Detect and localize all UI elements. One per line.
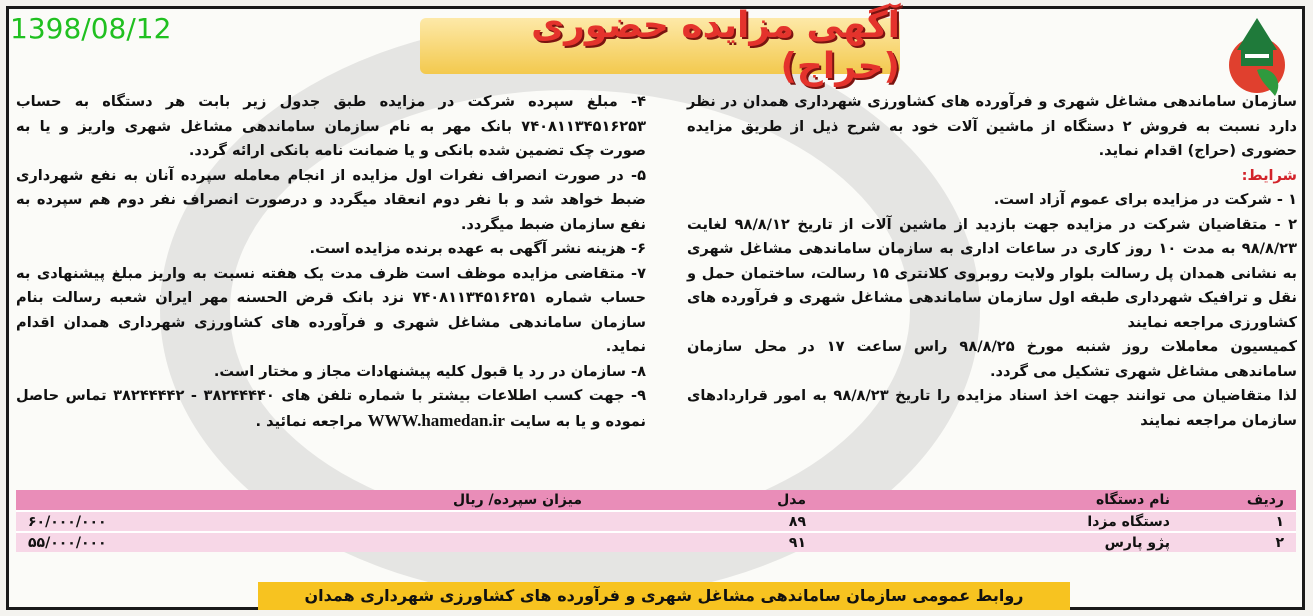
table-header-row [16, 490, 1296, 511]
condition-item: ۱ - شرکت در مزایده برای عموم آزاد است. [993, 191, 1297, 208]
date-stamp: 1398/08/12 [10, 12, 172, 45]
condition-item: ۲ - متقاضیان شرکت در مزایده جهت بازدید از ماشین آلات از تاریخ ۹۸/۸/۱۲ لغایت ۹۸/۸/۲۳ به مدت ۱۰ روز کاری در ساعات اداری به سازمان ساماندهی مشاغل شهری به نشانی همدان پل رسالت بلوار ولایت روبروی کلانتری ۱۵ رسالت، ساختمان حمل و نقل و ترافیک شهرداری طبقه اول سازمان ساماندهی مشاغل شهری و فرآورده های کشاورزی مراجعه نمایند [687, 215, 1297, 331]
header-deposit: میزان سپرده/ ریال [16, 490, 594, 511]
cell-model: ۹۱ [594, 532, 818, 552]
conditions-column [16, 90, 646, 434]
conditions-title: شرایط: [1241, 166, 1297, 184]
cell-model: ۸۹ [594, 511, 818, 532]
condition-item: ۵- در صورت انصراف نفرات اول مزایده از انجام معامله سپرده آنان به نفع شهرداری ضبط خواهد شد و با نفر دوم انعقاد میگردد و درصورت انصراف نفر دوم هم سپرده به نفع سازمان ضبط میگردد. [16, 166, 646, 233]
cell-row-number: ۱ [1182, 511, 1296, 532]
website-suffix: مراجعه نمائید . [255, 412, 363, 430]
intro-column [687, 90, 1297, 433]
municipality-logo-icon [1215, 10, 1299, 100]
header-device-name: نام دستگاه [818, 490, 1182, 511]
ad-title: آگهی مزایده حضوری (حراج) [420, 18, 900, 74]
header-model: مدل [594, 490, 818, 511]
intro-text: سازمان ساماندهی مشاغل شهری و فرآورده های کشاورزی شهرداری همدان در نظر دارد نسبت به فروش ۲ دستگاه از ماشین آلات خود به شرح ذیل از طریق مزایده حضوری (حراج) اقدام نماید. [687, 93, 1297, 159]
cell-deposit: ۶۰/۰۰۰/۰۰۰ [16, 511, 594, 532]
condition-item-contact [16, 384, 646, 434]
cell-device-name: پژو پارس [818, 532, 1182, 552]
condition-item: ۶- هزینه نشر آگهی به عهده برنده مزایده است. [309, 240, 646, 257]
condition-item: لذا متقاضیان می توانند جهت اخذ اسناد مزایده را تاریخ ۹۸/۸/۲۳ به امور قراردادهای سازمان مراجعه نمایند [687, 387, 1297, 429]
condition-item: ۷- متقاضی مزایده موظف است ظرف مدت یک هفته نسبت به واریز مبلغ پیشنهادی به حساب شماره ۷۴۰۸۱۱۳۴۵۱۶۲۵۱ نزد بانک قرض الحسنه مهر ایران شعبه رسالت بنام سازمان ساماندهی مشاغل شهری و فرآورده های کشاورزی شهرداری همدان اقدام نماید. [16, 264, 646, 355]
cell-device-name: دستگاه مزدا [818, 511, 1182, 532]
table-row [16, 532, 1296, 552]
cell-row-number: ۲ [1182, 532, 1296, 552]
cell-deposit: ۵۵/۰۰۰/۰۰۰ [16, 532, 594, 552]
table-row [16, 511, 1296, 532]
contact-text: ۹- جهت کسب اطلاعات بیشتر با شماره تلفن های ۳۸۲۴۴۴۴۰ - ۳۸۲۴۴۴۴۲ تماس حاصل نموده و یا به سایت [16, 387, 647, 430]
condition-item: کمیسیون معاملات روز شنبه مورخ ۹۸/۸/۲۵ راس ساعت ۱۷ در محل سازمان ساماندهی مشاغل شهری تشکیل می گردد. [687, 338, 1297, 380]
header-row-number: ردیف [1182, 490, 1296, 511]
footer-banner: روابط عمومی سازمان ساماندهی مشاغل شهری و فرآورده های کشاورزی شهرداری همدان [258, 582, 1070, 610]
website-link[interactable]: WWW.hamedan.ir [367, 410, 505, 430]
condition-item: ۴- مبلغ سپرده شرکت در مزایده طبق جدول زیر بابت هر دستگاه به حساب ۷۴۰۸۱۱۳۴۵۱۶۲۵۳ بانک مهر به نام سازمان ساماندهی مشاغل شهری واریز و یا به صورت چک تضمین شده بانکی و یا ضمانت نامه بانکی ارائه گردد. [16, 93, 646, 159]
devices-table [16, 490, 1296, 552]
condition-item: ۸- سازمان در رد یا قبول کلیه پیشنهادات مجاز و مختار است. [213, 362, 646, 380]
